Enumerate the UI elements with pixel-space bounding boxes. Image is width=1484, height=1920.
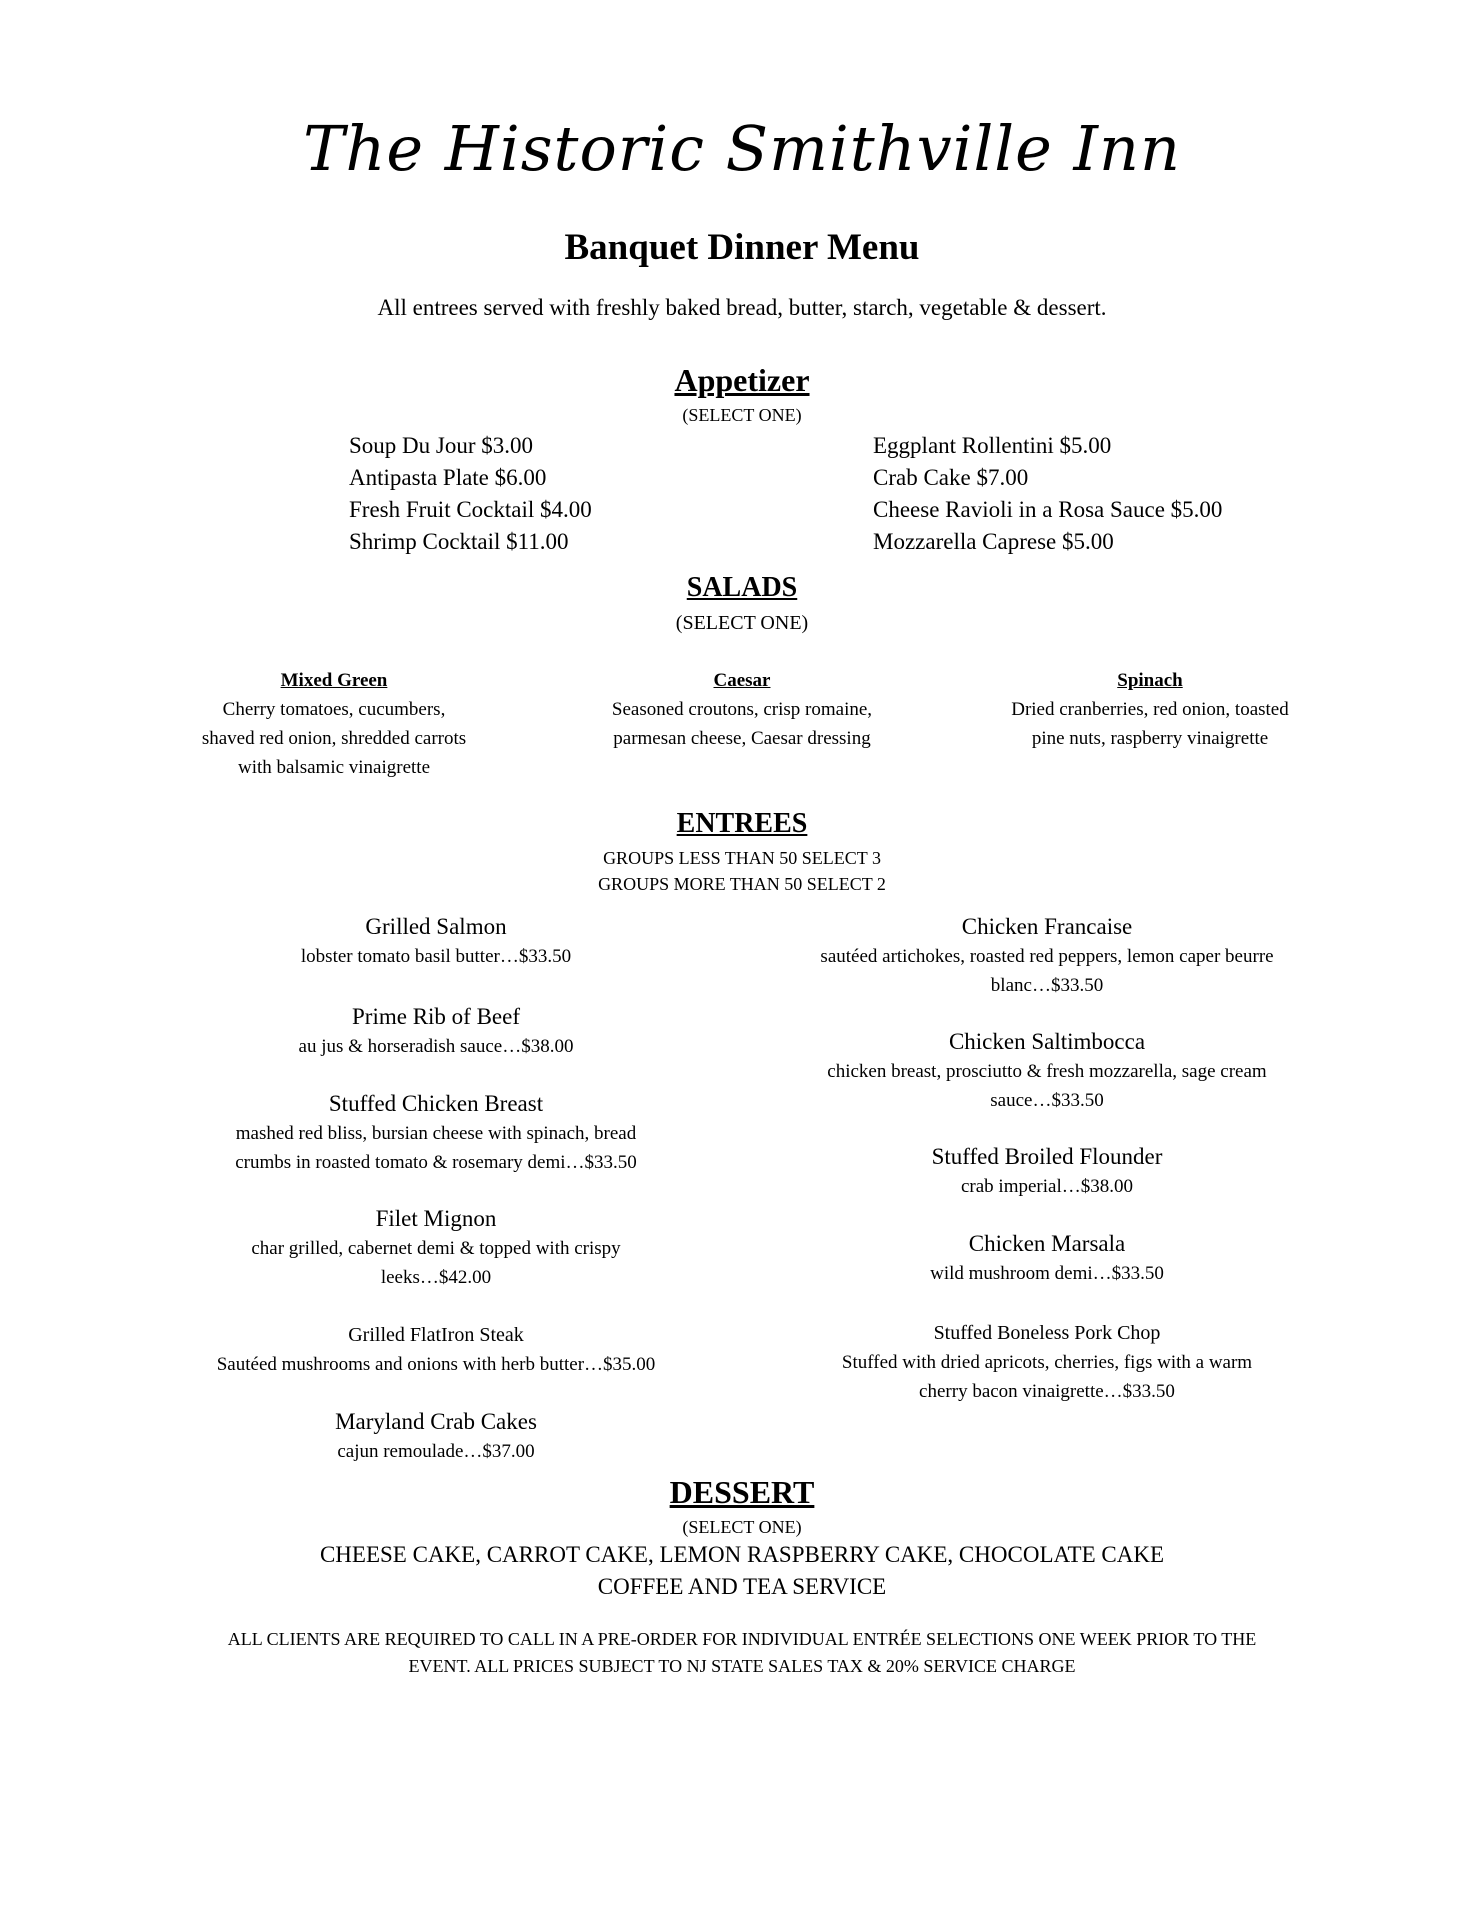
entree-item bbox=[757, 912, 1337, 1000]
entree-item bbox=[166, 1407, 706, 1466]
entree-item bbox=[166, 1089, 706, 1177]
entree-desc: leeks…$42.00 bbox=[380, 1267, 492, 1288]
salad-desc-line: Dried cranberries, red onion, toasted bbox=[1011, 699, 1289, 720]
appetizer-item: Fresh Fruit Cocktail $4.00 bbox=[349, 497, 592, 522]
entree-item bbox=[166, 1002, 706, 1061]
appetizer-list-right bbox=[873, 430, 1222, 558]
appetizer-item: Crab Cake $7.00 bbox=[873, 465, 1029, 490]
entrees-heading: ENTREES bbox=[676, 808, 808, 839]
entree-name: Chicken Marsala bbox=[968, 1231, 1126, 1256]
entree-item bbox=[757, 1318, 1337, 1406]
entree-desc: Stuffed with dried apricots, cherries, figs with a warm bbox=[841, 1352, 1253, 1373]
appetizer-heading: Appetizer bbox=[674, 362, 810, 398]
entree-desc: crab imperial…$38.00 bbox=[960, 1176, 1133, 1197]
entree-name: Grilled Salmon bbox=[365, 914, 507, 939]
appetizer-item: Soup Du Jour $3.00 bbox=[349, 433, 534, 458]
salad-name: Caesar bbox=[713, 670, 771, 691]
entree-desc: mashed red bliss, bursian cheese with spinach, bread bbox=[235, 1123, 637, 1144]
dessert-options: CHEESE CAKE, CARROT CAKE, LEMON RASPBERRY CAKE, CHOCOLATE CAKE bbox=[319, 1542, 1165, 1567]
salad-desc-line: pine nuts, raspberry vinaigrette bbox=[1031, 728, 1269, 749]
entree-desc: sautéed artichokes, roasted red peppers, lemon caper beurre bbox=[820, 946, 1274, 967]
entree-name: Prime Rib of Beef bbox=[352, 1004, 520, 1029]
entree-name: Stuffed Boneless Pork Chop bbox=[933, 1322, 1161, 1344]
footnote bbox=[150, 1626, 1334, 1680]
salad-name: Mixed Green bbox=[280, 670, 388, 691]
appetizer-item: Shrimp Cocktail $11.00 bbox=[349, 529, 569, 554]
salads-note: (SELECT ONE) bbox=[675, 612, 809, 634]
appetizer-item: Eggplant Rollentini $5.00 bbox=[873, 433, 1112, 458]
salad-desc-line: with balsamic vinaigrette bbox=[237, 757, 431, 778]
entree-item bbox=[757, 1229, 1337, 1288]
entree-item bbox=[146, 1320, 726, 1379]
entree-name: Grilled FlatIron Steak bbox=[348, 1324, 524, 1346]
appetizer-item: Cheese Ravioli in a Rosa Sauce $5.00 bbox=[873, 497, 1223, 522]
entree-desc: blanc…$33.50 bbox=[990, 975, 1104, 996]
footnote-line: EVENT. ALL PRICES SUBJECT TO NJ STATE SALES TAX & 20% SERVICE CHARGE bbox=[408, 1656, 1076, 1676]
salad-spinach bbox=[970, 666, 1330, 753]
entree-item bbox=[757, 1142, 1337, 1201]
appetizer-note: (SELECT ONE) bbox=[682, 405, 802, 425]
appetizer-item: Antipasta Plate $6.00 bbox=[349, 465, 547, 490]
entree-name: Filet Mignon bbox=[375, 1206, 497, 1231]
footnote-line: ALL CLIENTS ARE REQUIRED TO CALL IN A PRE-ORDER FOR INDIVIDUAL ENTRÉE SELECTIONS ONE WEEK PRIOR TO THE bbox=[227, 1629, 1257, 1649]
entree-name: Stuffed Chicken Breast bbox=[328, 1091, 544, 1116]
dessert-note: (SELECT ONE) bbox=[682, 1517, 802, 1537]
dessert-heading: DESSERT bbox=[669, 1474, 815, 1510]
salad-mixed-green bbox=[164, 666, 504, 782]
entree-desc: crumbs in roasted tomato & rosemary demi…$33.50 bbox=[235, 1152, 637, 1173]
entree-item bbox=[757, 1027, 1337, 1115]
entree-item bbox=[166, 912, 706, 971]
entree-desc: Sautéed mushrooms and onions with herb butter…$35.00 bbox=[216, 1354, 656, 1375]
appetizer-list-left bbox=[349, 430, 592, 558]
entrees-note: GROUPS LESS THAN 50 SELECT 3 bbox=[603, 848, 881, 868]
entree-desc: cajun remoulade…$37.00 bbox=[337, 1441, 535, 1462]
intro-text: All entrees served with freshly baked bread, butter, starch, vegetable & dessert. bbox=[377, 295, 1107, 320]
entree-name: Maryland Crab Cakes bbox=[335, 1409, 537, 1434]
entree-desc: char grilled, cabernet demi & topped with crispy bbox=[251, 1238, 621, 1259]
entree-desc: cherry bacon vinaigrette…$33.50 bbox=[919, 1381, 1175, 1402]
entree-desc: wild mushroom demi…$33.50 bbox=[930, 1263, 1164, 1284]
inn-title: The Historic Smithville Inn bbox=[303, 112, 1181, 185]
entree-desc: sauce…$33.50 bbox=[990, 1090, 1104, 1111]
appetizer-item: Mozzarella Caprese $5.00 bbox=[873, 529, 1114, 554]
entree-item bbox=[166, 1204, 706, 1292]
menu-title: Banquet Dinner Menu bbox=[564, 227, 920, 268]
entrees-note: GROUPS MORE THAN 50 SELECT 2 bbox=[598, 874, 886, 894]
entree-name: Stuffed Broiled Flounder bbox=[931, 1144, 1163, 1169]
salad-desc-line: Cherry tomatoes, cucumbers, bbox=[222, 699, 446, 720]
entree-desc: au jus & horseradish sauce…$38.00 bbox=[298, 1036, 574, 1057]
salad-name: Spinach bbox=[1117, 670, 1183, 691]
dessert-beverages: COFFEE AND TEA SERVICE bbox=[597, 1574, 887, 1599]
salads-heading: SALADS bbox=[686, 572, 798, 603]
entree-name: Chicken Saltimbocca bbox=[948, 1029, 1146, 1054]
entree-name: Chicken Francaise bbox=[961, 914, 1133, 939]
salad-desc-line: Seasoned croutons, crisp romaine, bbox=[611, 699, 873, 720]
salad-desc-line: shaved red onion, shredded carrots bbox=[201, 728, 467, 749]
entree-desc: lobster tomato basil butter…$33.50 bbox=[300, 946, 572, 967]
salad-caesar bbox=[572, 666, 912, 753]
entree-desc: chicken breast, prosciutto & fresh mozzarella, sage cream bbox=[827, 1061, 1267, 1082]
salad-desc-line: parmesan cheese, Caesar dressing bbox=[613, 728, 871, 749]
